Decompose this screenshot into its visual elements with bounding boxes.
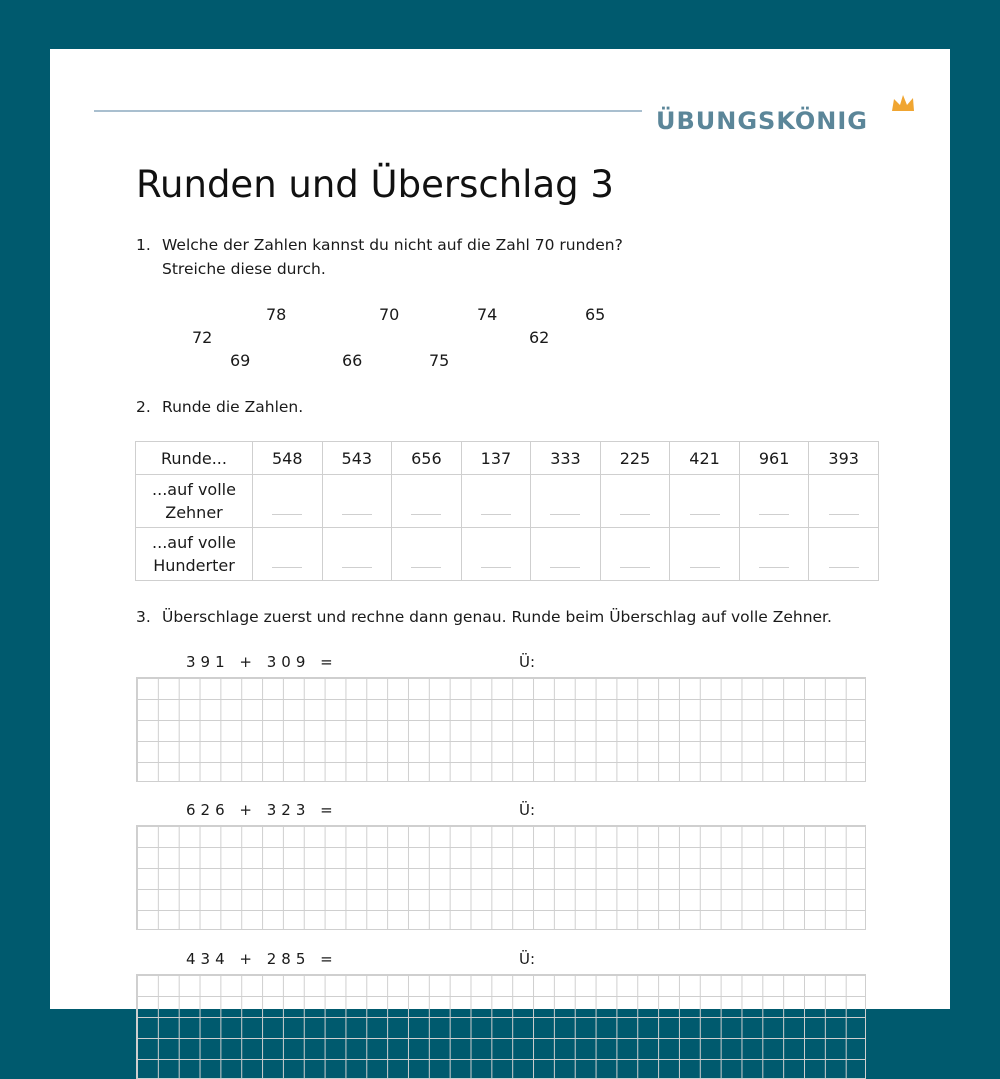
- answer-cell[interactable]: [253, 475, 323, 528]
- row-label-line2: Zehner: [165, 503, 223, 522]
- answer-cell[interactable]: [322, 528, 392, 581]
- table-column-header: 961: [739, 442, 809, 475]
- rounding-table: [135, 441, 879, 581]
- task-number: 2.: [136, 398, 151, 416]
- table-column-header: 333: [531, 442, 601, 475]
- answer-cell[interactable]: [461, 528, 531, 581]
- row-label: [136, 475, 253, 528]
- row-label-line2: Hunderter: [153, 556, 235, 575]
- brand-logo: ÜBUNGSKÖNIG: [656, 107, 868, 135]
- exercise-equation: 391 + 309 =: [186, 653, 338, 671]
- row-label-line1: ...auf volle: [152, 480, 236, 499]
- row-label-line1: ...auf volle: [152, 533, 236, 552]
- answer-cell[interactable]: [392, 475, 462, 528]
- answer-cell[interactable]: [531, 528, 601, 581]
- table-row: [136, 475, 879, 528]
- exercise-equation: 626 + 323 =: [186, 801, 338, 819]
- number-item[interactable]: 62: [529, 328, 550, 347]
- number-item[interactable]: 72: [192, 328, 213, 347]
- header-rule: [94, 110, 642, 112]
- number-item[interactable]: 65: [585, 305, 606, 324]
- table-column-header: 543: [322, 442, 392, 475]
- number-item[interactable]: 74: [477, 305, 498, 324]
- answer-cell[interactable]: [739, 475, 809, 528]
- task-number: 3.: [136, 608, 151, 626]
- task-text-line1: Welche der Zahlen kannst du nicht auf die Zahl 70 runden?: [162, 236, 623, 254]
- answer-cell[interactable]: [322, 475, 392, 528]
- calculation-grid[interactable]: [136, 677, 866, 782]
- answer-cell[interactable]: [670, 528, 740, 581]
- table-column-header: 656: [392, 442, 462, 475]
- answer-cell[interactable]: [670, 475, 740, 528]
- table-column-header: 421: [670, 442, 740, 475]
- estimate-label: Ü:: [519, 950, 536, 968]
- page-title: Runden und Überschlag 3: [136, 163, 614, 206]
- answer-cell[interactable]: [600, 475, 670, 528]
- calculation-grid[interactable]: [136, 825, 866, 930]
- estimate-label: Ü:: [519, 653, 536, 671]
- table-header-label: Runde...: [136, 442, 253, 475]
- task-text: Runde die Zahlen.: [162, 398, 304, 416]
- answer-cell[interactable]: [600, 528, 670, 581]
- task-text-line2: Streiche diese durch.: [162, 260, 326, 278]
- answer-cell[interactable]: [531, 475, 601, 528]
- table-column-header: 137: [461, 442, 531, 475]
- answer-cell[interactable]: [739, 528, 809, 581]
- number-item[interactable]: 66: [342, 351, 363, 370]
- table-column-header: 548: [253, 442, 323, 475]
- answer-cell[interactable]: [809, 475, 879, 528]
- exercise-equation: 434 + 285 =: [186, 950, 338, 968]
- answer-cell[interactable]: [392, 528, 462, 581]
- worksheet-page: [50, 49, 950, 1009]
- number-item[interactable]: 69: [230, 351, 251, 370]
- answer-cell[interactable]: [253, 528, 323, 581]
- row-label: [136, 528, 253, 581]
- task-number: 1.: [136, 236, 151, 254]
- number-item[interactable]: 70: [379, 305, 400, 324]
- table-column-header: 393: [809, 442, 879, 475]
- number-item[interactable]: 75: [429, 351, 450, 370]
- answer-cell[interactable]: [809, 528, 879, 581]
- table-column-header: 225: [600, 442, 670, 475]
- answer-cell[interactable]: [461, 475, 531, 528]
- number-item[interactable]: 78: [266, 305, 287, 324]
- crown-icon: [890, 93, 916, 113]
- task-text: Überschlage zuerst und rechne dann genau. Runde beim Überschlag auf volle Zehner.: [162, 608, 832, 626]
- calculation-grid[interactable]: [136, 974, 866, 1079]
- table-row: [136, 528, 879, 581]
- estimate-label: Ü:: [519, 801, 536, 819]
- table-header-row: [136, 442, 879, 475]
